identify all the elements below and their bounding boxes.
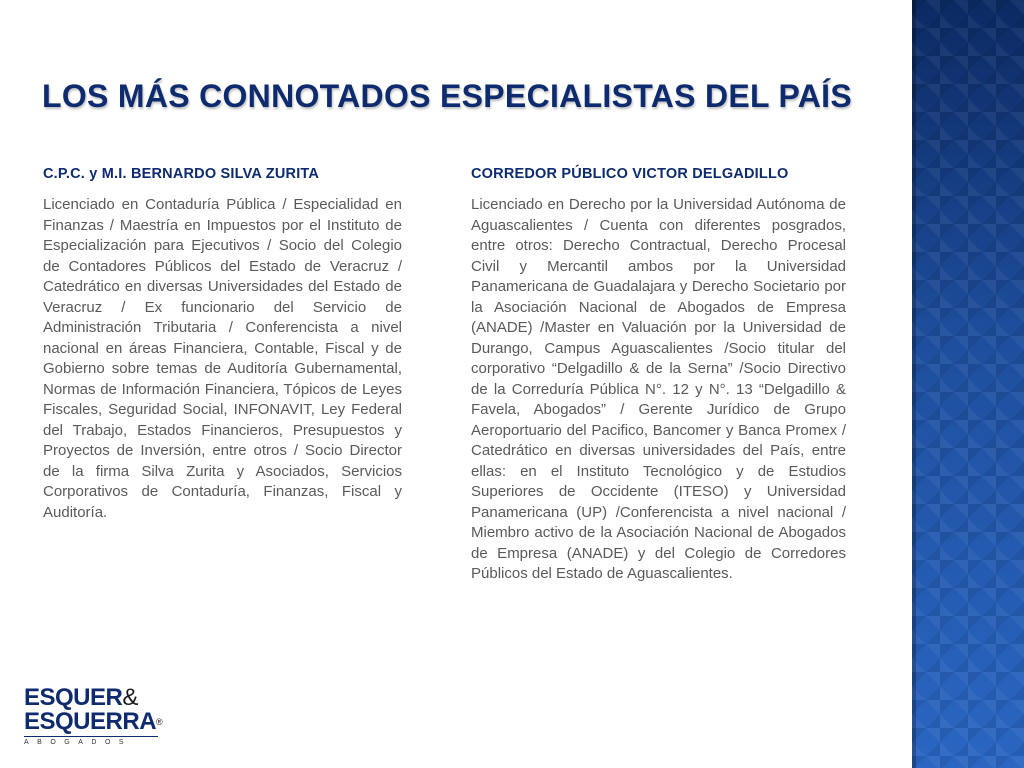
logo-ampersand: &	[122, 684, 138, 711]
left-column	[43, 166, 402, 523]
logo-registered-mark: ®	[156, 717, 163, 727]
logo-line-1	[24, 686, 172, 710]
left-column-body: Licenciado en Contaduría Pública / Especialidad en Finanzas / Maestría en Impuestos por el Instituto de Especialización para Ejecutivos / Socio del Colegio de Contadores Públicos del Estado de Veracruz / Catedrático en diversas Universidades del Estado de Veracruz / Ex funcionario del Servicio de Administración Tributaria / Conferencista a nivel nacional en áreas Financiera, Contable, Fiscal y de Gobierno sobre temas de Auditoría Gubernamental, Normas de Información Financiera, Tópicos de Leyes Fiscales, Seguridad Social, INFONAVIT, Ley Federal del Trabajo, Estados Financieros, Presupuestos y Proyectos de Inversión, entre otros / Socio Director de la firma Silva Zurita y Asociados, Servicios Corporativos de Contaduría, Finanzas, Fiscal y Auditoría.	[43, 196, 402, 521]
decorative-side-band	[912, 0, 1024, 768]
logo-subtitle: ABOGADOS	[24, 736, 158, 746]
right-column-body: Licenciado en Derecho por la Universidad Autónoma de Aguascalientes / Cuenta con diferentes posgrados, entre otros: Derecho Contractual, Derecho Procesal Civil y Mercantil ambos por la Universidad Panamericana de Guadalajara y Derecho Societario por la Asociación Nacional de Abogados de Empresa (ANADE) /Master en Valuación por la Universidad de Durango, Campus Aguascalientes /Socio titular del corporativo “Delgadillo & de la Serna” /Socio Directivo de la Correduría Pública N°. 12 y N°. 13 “Delgadillo & Favela, Abogados” / Gerente Jurídico de Grupo Aeroportuario del Pacifico, Bancomer y Banca Promex / Catedrático en diversas universidades del País, entre ellas: en el Instituto Tecnológico y de Estudios Superiores de Occidente (ITESO) y Universidad Panamericana (UP) /Conferencista a nivel nacional / Miembro activo de la Asociación Nacional de Abogados de Empresa (ANADE) y del Colegio de Corredores Públicos del Estado de Aguascalientes.	[471, 196, 846, 582]
slide-title: LOS MÁS CONNOTADOS ESPECIALISTAS DEL PAÍS	[42, 78, 853, 114]
logo-line-2	[24, 710, 172, 734]
logo-word-esquerra: ESQUERRA	[24, 708, 157, 735]
left-column-heading: C.P.C. y M.I. BERNARDO SILVA ZURITA	[43, 166, 320, 182]
company-logo	[24, 686, 172, 754]
logo-word-esquer: ESQUER	[24, 684, 123, 711]
right-column	[471, 166, 846, 585]
right-column-heading: CORREDOR PÚBLICO VICTOR DELGADILLO	[471, 166, 789, 182]
